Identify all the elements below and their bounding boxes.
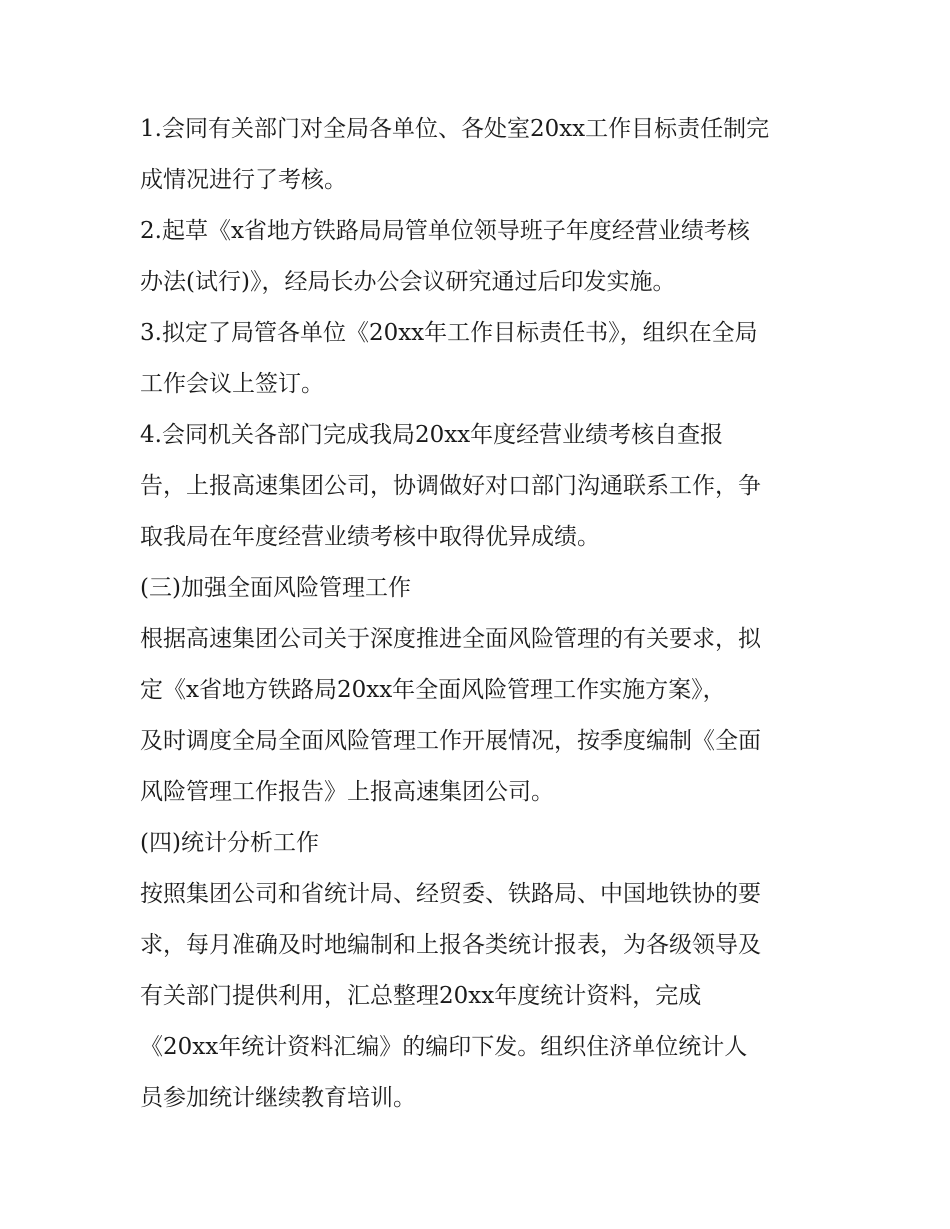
text-line: 求，每月准确及时地编制和上报各类统计报表，为各级领导及 bbox=[140, 932, 761, 958]
section-heading: (四)统计分析工作 bbox=[140, 830, 319, 856]
text-line: 办法(试行)》，经局长办公会议研究通过后印发实施。 bbox=[140, 269, 676, 295]
text-line: 告，上报高速集团公司，协调做好对口部门沟通联系工作，争 bbox=[140, 473, 761, 499]
text-line: 2.起草《x省地方铁路局局管单位领导班子年度经营业绩考核 bbox=[140, 218, 750, 244]
text-line: 4.会同机关各部门完成我局20xx年度经营业绩考核自查报 bbox=[140, 422, 724, 448]
text-line: 成情况进行了考核。 bbox=[140, 167, 347, 193]
text-line: 定《x省地方铁路局20xx年全面风险管理工作实施方案》， bbox=[140, 677, 726, 703]
text-line: 有关部门提供利用，汇总整理20xx年度统计资料，完成 bbox=[140, 983, 702, 1009]
document-body bbox=[140, 104, 820, 1124]
text-line: 3.拟定了局管各单位《20xx年工作目标责任书》，组织在全局 bbox=[140, 320, 758, 346]
text-line: 根据高速集团公司关于深度推进全面风险管理的有关要求，拟 bbox=[140, 626, 761, 652]
text-line: 1.会同有关部门对全局各单位、各处室20xx工作目标责任制完 bbox=[140, 116, 770, 142]
text-line: 按照集团公司和省统计局、经贸委、铁路局、中国地铁协的要 bbox=[140, 881, 761, 907]
text-line: 取我局在年度经营业绩考核中取得优异成绩。 bbox=[140, 524, 600, 550]
text-line: 风险管理工作报告》上报高速集团公司。 bbox=[140, 779, 554, 805]
text-line: 《20xx年统计资料汇编》的编印下发。组织住济单位统计人 bbox=[140, 1034, 748, 1060]
text-line: 及时调度全局全面风险管理工作开展情况，按季度编制《全面 bbox=[140, 728, 761, 754]
section-heading: (三)加强全面风险管理工作 bbox=[140, 575, 411, 601]
text-line: 工作会议上签订。 bbox=[140, 371, 324, 397]
text-line: 员参加统计继续教育培训。 bbox=[140, 1085, 416, 1111]
